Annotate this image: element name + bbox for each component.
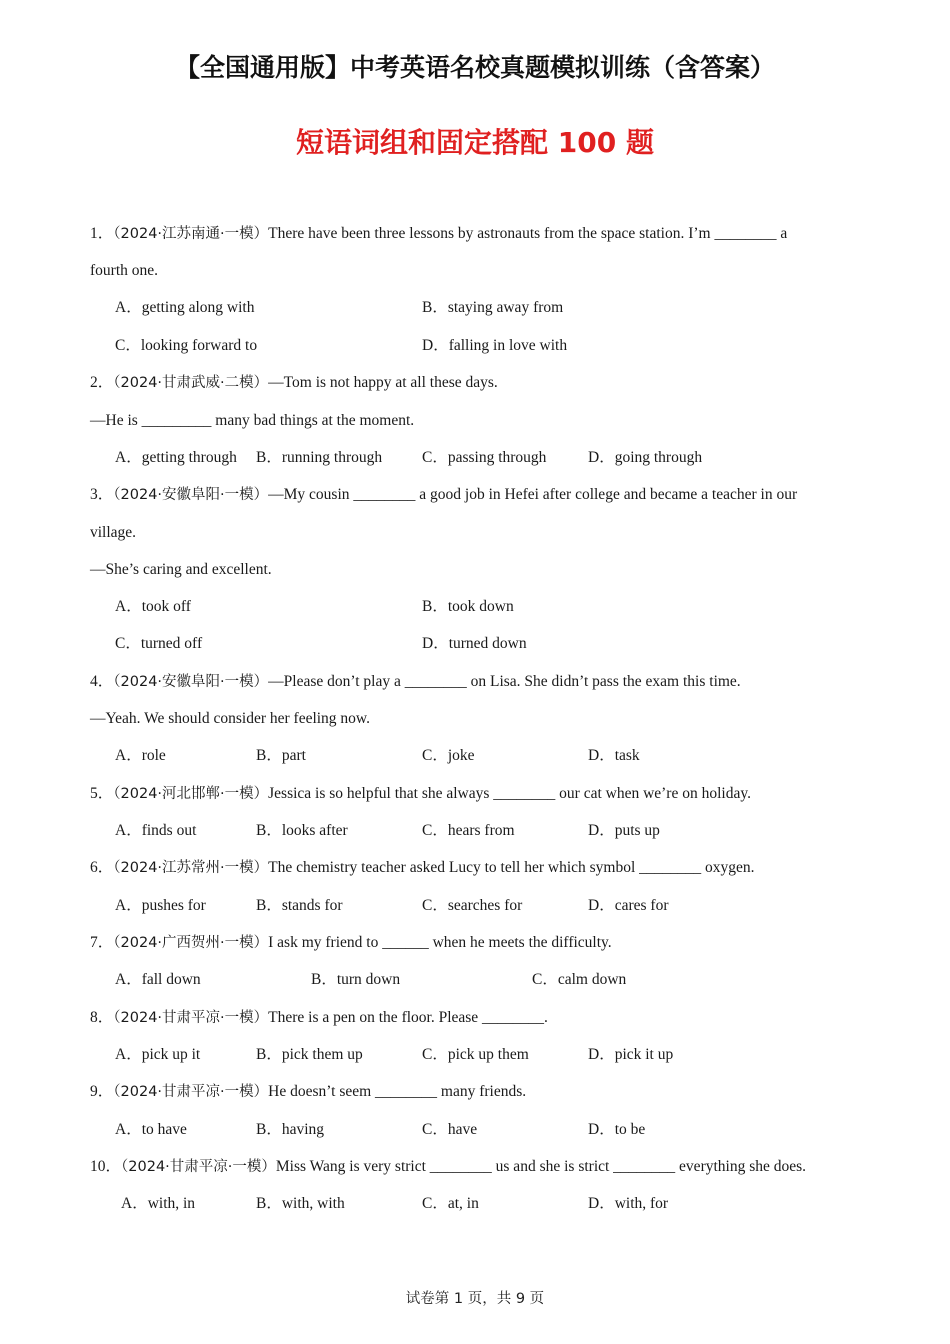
question-9-option-a[interactable]: A．to have bbox=[115, 1121, 187, 1138]
question-2-option-a[interactable]: A．getting through bbox=[115, 449, 237, 466]
question-1-option-a[interactable]: A．getting along with bbox=[115, 299, 255, 316]
question-10-option-c[interactable]: C．at, in bbox=[422, 1195, 479, 1212]
question-3-option-a[interactable]: A．took off bbox=[115, 598, 191, 615]
question-6-option-d[interactable]: D．cares for bbox=[588, 897, 669, 914]
question-2-option-b[interactable]: B．running through bbox=[256, 449, 383, 466]
question-1-option-b[interactable]: B．staying away from bbox=[422, 299, 564, 316]
question-3-stem-continued: village. bbox=[90, 524, 137, 541]
question-8-option-c[interactable]: C．pick up them bbox=[422, 1046, 529, 1063]
question-10-option-b[interactable]: B．with, with bbox=[256, 1195, 345, 1212]
question-3-stem: 3．（2024·安徽阜阳·一模）—My cousin ________ a good job in Hefei after college and became a teacher in our bbox=[90, 486, 798, 503]
document-subtitle: 短语词组和固定搭配 100 题 bbox=[296, 126, 654, 159]
question-6-option-b[interactable]: B．stands for bbox=[256, 897, 343, 914]
question-8-option-b[interactable]: B．pick them up bbox=[256, 1046, 363, 1063]
question-3-stem-reply: —She’s caring and excellent. bbox=[90, 561, 272, 578]
question-3-option-b[interactable]: B．took down bbox=[422, 598, 514, 615]
question-8-stem: 8．（2024·甘肃平凉·一模）There is a pen on the floor. Please ________. bbox=[90, 1009, 548, 1026]
question-9-option-c[interactable]: C．have bbox=[422, 1121, 478, 1138]
question-1-stem: 1．（2024·江苏南通·一模）There have been three lessons by astronauts from the space station. I’m ________ a bbox=[90, 225, 788, 242]
question-3-option-c[interactable]: C．turned off bbox=[115, 635, 203, 652]
question-6-option-c[interactable]: C．searches for bbox=[422, 897, 523, 914]
question-5-option-a[interactable]: A．finds out bbox=[115, 822, 197, 839]
question-7-stem: 7．（2024·广西贺州·一模）I ask my friend to ______ when he meets the difficulty. bbox=[90, 934, 612, 951]
question-5-option-c[interactable]: C．hears from bbox=[422, 822, 515, 839]
question-7-option-a[interactable]: A．fall down bbox=[115, 971, 201, 988]
question-4-stem: 4．（2024·安徽阜阳·一模）—Please don’t play a ________ on Lisa. She didn’t pass the exam this time. bbox=[90, 673, 741, 690]
question-9-option-d[interactable]: D．to be bbox=[588, 1121, 646, 1138]
question-2-stem-continued: —He is _________ many bad things at the moment. bbox=[90, 412, 415, 429]
question-4-option-b[interactable]: B．part bbox=[256, 747, 306, 764]
question-2-option-d[interactable]: D．going through bbox=[588, 449, 703, 466]
question-6-stem: 6．（2024·江苏常州·一模）The chemistry teacher asked Lucy to tell her which symbol ________ oxygen. bbox=[90, 859, 755, 876]
question-4-option-d[interactable]: D．task bbox=[588, 747, 640, 764]
question-7-option-c[interactable]: C．calm down bbox=[532, 971, 627, 988]
question-3-option-d[interactable]: D．turned down bbox=[422, 635, 527, 652]
question-1-option-c[interactable]: C．looking forward to bbox=[115, 337, 258, 354]
question-4-stem-continued: —Yeah. We should consider her feeling now. bbox=[90, 710, 370, 727]
question-5-option-b[interactable]: B．looks after bbox=[256, 822, 348, 839]
question-10-stem: 10．（2024·甘肃平凉·一模）Miss Wang is very strict ________ us and she is strict ________ everything she does. bbox=[90, 1158, 807, 1175]
question-5-stem: 5．（2024·河北邯郸·一模）Jessica is so helpful that she always ________ our cat when we’re on holiday. bbox=[90, 785, 751, 802]
question-1-option-d[interactable]: D．falling in love with bbox=[422, 337, 568, 354]
question-7-option-b[interactable]: B．turn down bbox=[311, 971, 401, 988]
page-footer: 试卷第 1 页，共 9 页 bbox=[405, 1291, 545, 1307]
question-5-option-d[interactable]: D．puts up bbox=[588, 822, 660, 839]
question-10-option-d[interactable]: D．with, for bbox=[588, 1195, 669, 1212]
question-4-option-c[interactable]: C．joke bbox=[422, 747, 475, 764]
question-9-option-b[interactable]: B．having bbox=[256, 1121, 325, 1138]
question-2-option-c[interactable]: C．passing through bbox=[422, 449, 547, 466]
question-2-stem: 2．（2024·甘肃武威·二模）—Tom is not happy at all these days. bbox=[90, 374, 498, 391]
question-1-stem-continued: fourth one. bbox=[90, 262, 159, 279]
question-8-option-d[interactable]: D．pick it up bbox=[588, 1046, 674, 1063]
question-9-stem: 9．（2024·甘肃平凉·一模）He doesn’t seem ________ many friends. bbox=[90, 1083, 527, 1100]
document-title: 【全国通用版】中考英语名校真题模拟训练（含答案） bbox=[174, 53, 775, 82]
question-6-option-a[interactable]: A．pushes for bbox=[115, 897, 206, 914]
question-10-option-a[interactable]: A．with, in bbox=[121, 1195, 196, 1212]
question-4-option-a[interactable]: A．role bbox=[115, 747, 166, 764]
question-8-option-a[interactable]: A．pick up it bbox=[115, 1046, 201, 1063]
